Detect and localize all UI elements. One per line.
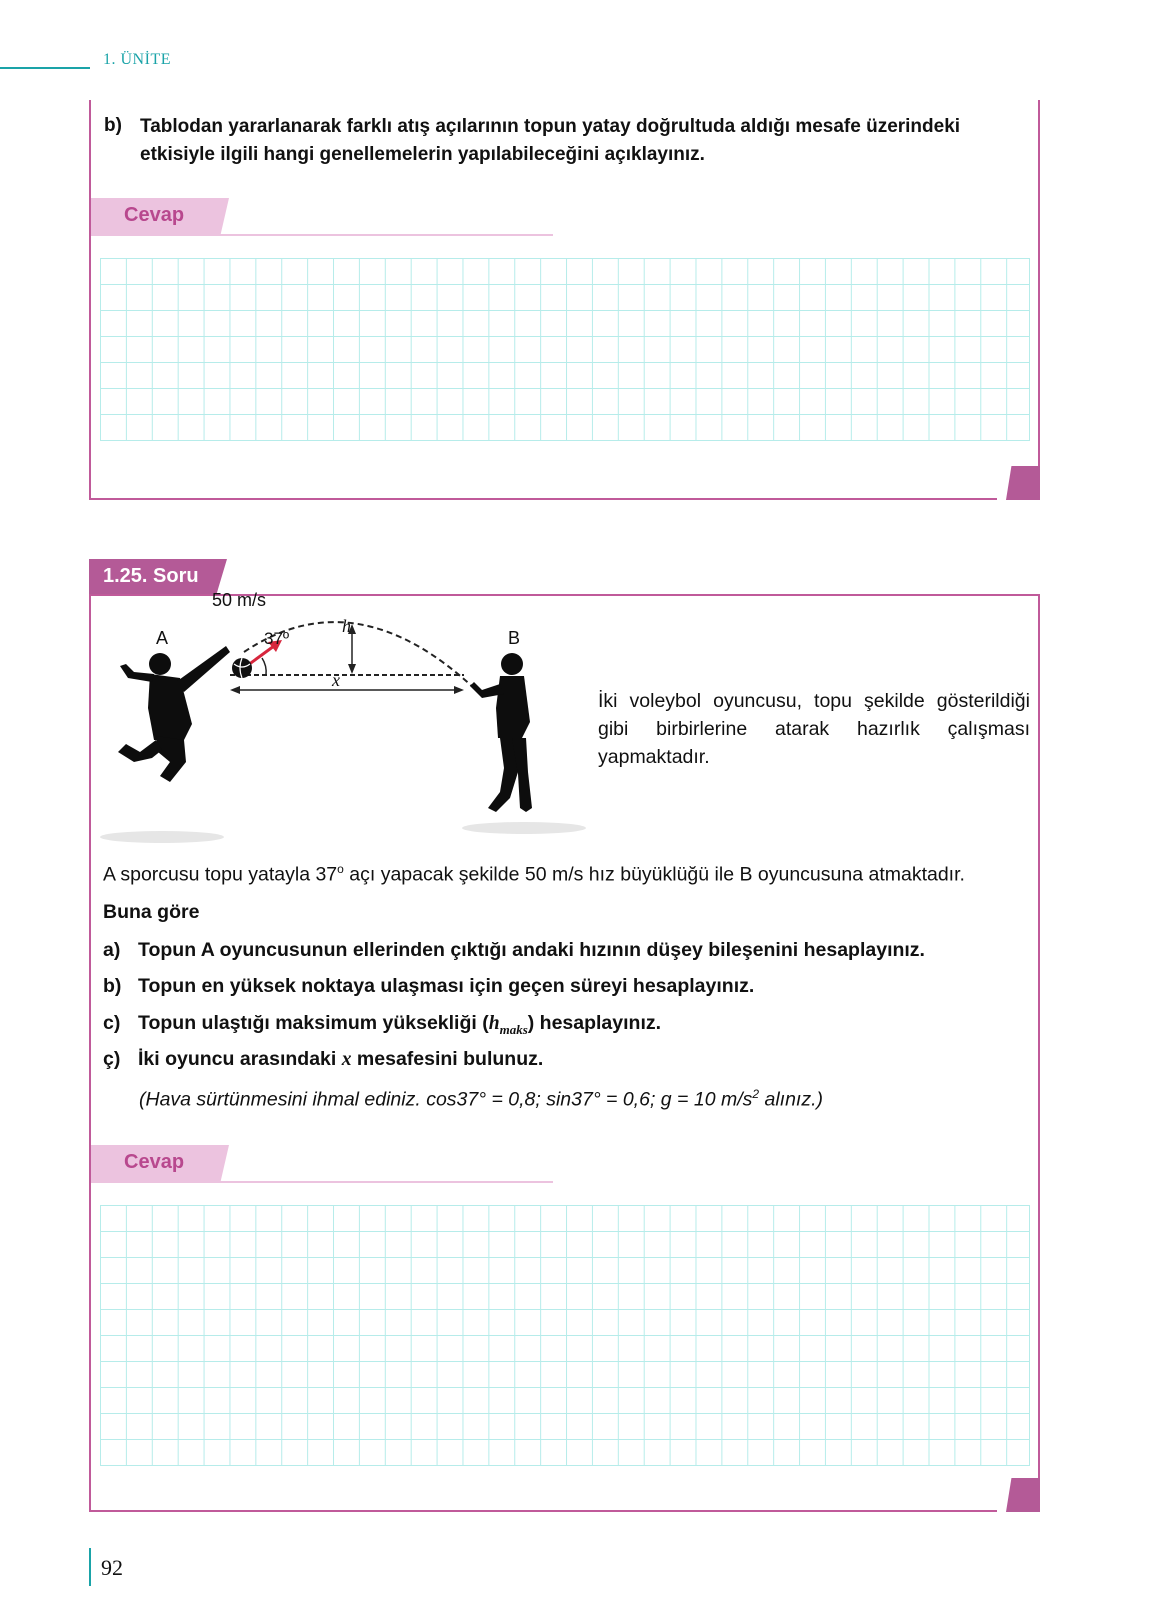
answer-underline	[91, 234, 553, 236]
angle-label: 37º	[264, 629, 290, 648]
player-b-label: B	[508, 628, 521, 648]
question-item-b: b) Topun en yüksek noktaya ulaşması için geçen süreyi hesaplayınız.	[103, 975, 755, 997]
ground-shadow	[100, 831, 224, 843]
footer-rule	[89, 1548, 91, 1586]
distance-label: x	[332, 670, 340, 690]
height-label: h	[342, 616, 351, 636]
question-note: (Hava sürtünmesini ihmal ediniz. cos37° = 0,8; sin37° = 0,6; g = 10 $m/s^2$ alınız.)	[139, 1087, 823, 1111]
header-rule	[0, 67, 90, 69]
player-b-silhouette	[470, 653, 532, 812]
answer-label: Cevap	[124, 204, 185, 226]
answer-label: Cevap	[124, 1151, 185, 1173]
question-item-a: a) Topun A oyuncusunun ellerinden çıktığı andaki hızının düşey bileşenini hesaplayınız.	[103, 939, 925, 961]
question-item-c: c) Topun ulaştığı maksimum yüksekliği $(h_{maks})$ hesaplayınız.	[103, 1012, 662, 1037]
player-a-silhouette	[118, 646, 230, 782]
speed-label: 50 m/s	[212, 590, 267, 610]
box-bottom-border	[89, 1510, 997, 1512]
h-arrow-down	[348, 664, 356, 674]
answer-underline	[91, 1181, 553, 1183]
page-number: 92	[101, 1555, 123, 1580]
question-title: 1.25. Soru	[103, 565, 199, 587]
question-item-c-cedilla: ç) İki oyuncu arasındaki x mesafesini bulunuz.	[103, 1048, 544, 1070]
corner-tab	[1006, 1478, 1040, 1512]
x-arrow-left	[230, 686, 240, 694]
question-lead: Buna göre	[103, 901, 200, 923]
volleyball-figure	[96, 590, 596, 847]
angle-arc	[262, 658, 266, 675]
answer-grid[interactable]	[100, 258, 1030, 441]
x-arrow-right	[454, 686, 464, 694]
answer-grid[interactable]	[100, 1205, 1030, 1466]
prev-question-line-1: Tablodan yararlanarak farklı atış açılarının topun yatay doğrultuda aldığı mesafe üzerindeki	[140, 116, 961, 137]
prev-question-line-2: etkisiyle ilgili hangi genellemelerin yapılabileceğini açıklayınız.	[140, 144, 705, 165]
player-a-label: A	[156, 628, 169, 648]
box-bottom-border	[89, 498, 997, 500]
ball-icon	[232, 658, 252, 678]
question-description: İki voleybol oyuncusu, topu şekilde gösterildiği gibi birbirlerine atarak hazırlık çalışması yapmaktadır.	[598, 690, 1030, 768]
ground-shadow	[462, 822, 586, 834]
corner-tab	[1006, 466, 1040, 500]
prev-question-label: b)	[104, 115, 122, 136]
unit-title: 1. ÜNİTE	[103, 51, 171, 68]
question-statement: A sporcusu topu yatayla 37$^o$ açı yapacak şekilde 50 m/s hız büyüklüğü ile B oyuncusuna atmaktadır.	[103, 862, 965, 886]
